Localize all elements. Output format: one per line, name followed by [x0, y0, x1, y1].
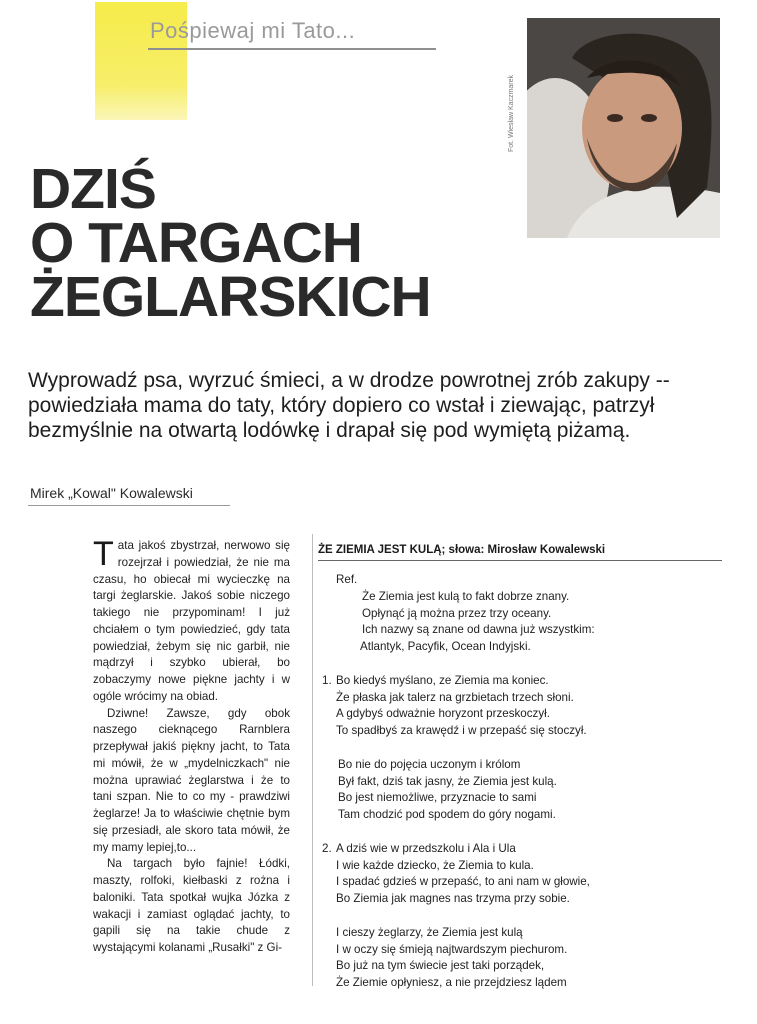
lyric-line: Bo nie do pojęcia uczonym i królom — [338, 757, 521, 771]
story-column — [93, 535, 290, 957]
author-photo — [527, 18, 720, 238]
lyric-text: Bo kiedyś myślano, ze Ziemia ma koniec. — [336, 673, 549, 687]
story-paragraph: Na targach było fajnie! Łódki, maszty, rolfoki, kiełbaski z rożna i baloniki. Tata spotkał wujka Józka z wakacji i zamiast oglądać jachty, to gapili się na takie chude z wystającymi kolanami „Rusałki" z Gi- — [93, 857, 290, 954]
headline-line-2: O TARGACH — [30, 211, 362, 275]
verse-2b-stanza — [322, 925, 722, 992]
lyric-line: Że płaska jak talerz na grzbietach trzech słoni. — [336, 690, 574, 704]
lyric-line: Bo Ziemia jak magnes nas trzyma przy sobie. — [336, 892, 570, 906]
photo-credit: Fot. Wiesław Kaczmarek — [508, 74, 515, 152]
portrait-image — [527, 18, 720, 238]
headline-line-3: ŻEGLARSKICH — [30, 265, 431, 329]
section-kicker: Pośpiewaj mi Tato... — [150, 18, 356, 43]
lyric-line: Że Ziemie opłyniesz, a nie przejdziesz lądem — [336, 976, 567, 990]
author-byline: Mirek „Kowal" Kowalewski — [30, 485, 193, 501]
lyric-line: A gdybyś odważnie horyzont przeskoczył. — [336, 707, 550, 721]
lyric-line — [322, 673, 722, 690]
lyric-line: I w oczy się śmieją najtwardszym piechurom. — [336, 942, 568, 956]
lyric-line: Bo już na tym świecie jest taki porządek, — [336, 959, 545, 973]
song-title-rule — [318, 560, 722, 561]
lyric-line: Był fakt, dziś tak jasny, że Ziemia jest kulą. — [338, 774, 557, 788]
lyric-text: A dziś wie w przedszkolu i Ala i Ula — [336, 841, 516, 855]
lyric-line — [322, 841, 722, 858]
kicker-underline — [148, 48, 436, 50]
song-title: ŻE ZIEMIA JEST KULĄ; słowa: Mirosław Kowalewski — [318, 544, 606, 556]
verse-number: 2. — [322, 841, 332, 855]
story-paragraph-text: ata jakoś zbystrzał, nerwowo się rozejrzał i powiedział, że nie ma czasu, ho obiecał mi wycieczkę na targi żeglarskie. Jakoś sobie niczego takiego nie przypominam! I już chciałem o tym powiedzieć, gdy tata powiedział, żebym się nic garbił, nie mądrzył i szybko ubierał, bo zobaczymy nowe piękne jachty i w ogóle wrócimy na obiad. — [93, 539, 290, 703]
story-paragraph — [93, 535, 290, 706]
column-divider — [312, 534, 313, 986]
refrain-stanza — [322, 572, 722, 656]
verse-1-stanza — [322, 673, 722, 740]
refrain-label: Ref. — [336, 573, 358, 586]
lyric-line: Bo jest niemożliwe, przyznacie to sami — [338, 791, 537, 805]
article-headline — [30, 157, 550, 329]
story-paragraph: Dziwne! Zawsze, gdy obok naszego cieknącego Rarnblera przepływał jakiś piękny jacht, to Tata mi mówił, że w „mydelniczkach" nie można uprawiać żeglarstwa i że to tani szpan. Nie to co my - prawdziwi żeglarze! Ja to właściwie chętnie bym się przesiadł, ale skoro tata mówił, że my mamy lepiej,to... — [93, 706, 290, 854]
lyric-line: Tam chodzić pod spodem do góry nogami. — [338, 808, 556, 822]
lyric-line: I spadać gdzieś w przepaść, to ani nam w głowie, — [336, 875, 590, 889]
verse-1b-stanza — [322, 757, 722, 824]
headline-line-1: DZIŚ — [30, 157, 156, 221]
drop-cap: T — [93, 535, 114, 573]
lead-paragraph: Wyprowadź psa, wyrzuć śmieci, a w drodze powrotnej zrób zakupy -- powiedziała mama do taty, który dopiero co wstał i ziewając, patrzył bezmyślnie na otwartą lodówkę i drapał się pod wymiętą piżamą. — [28, 369, 670, 442]
lyric-line: Atlantyk, Pacyfik, Ocean Indyjski. — [360, 640, 531, 654]
lyric-line: I wie każde dziecko, że Ziemia to kula. — [336, 858, 534, 872]
lyric-line: Opłynąć ją można przez trzy oceany. — [362, 606, 552, 620]
lyric-line: Ich nazwy są znane od dawna już wszystkim: — [362, 623, 595, 637]
byline-underline — [28, 505, 230, 506]
lyric-line: I cieszy żeglarzy, że Ziemia jest kulą — [336, 925, 523, 939]
lyric-line: Że Ziemia jest kulą to fakt dobrze znany. — [362, 589, 570, 603]
verse-2-stanza — [322, 841, 722, 908]
song-lyrics — [322, 572, 722, 1009]
verse-number: 1. — [322, 673, 332, 687]
lyric-line: To spadłbyś za krawędź i w przepaść się stoczył. — [336, 724, 587, 738]
